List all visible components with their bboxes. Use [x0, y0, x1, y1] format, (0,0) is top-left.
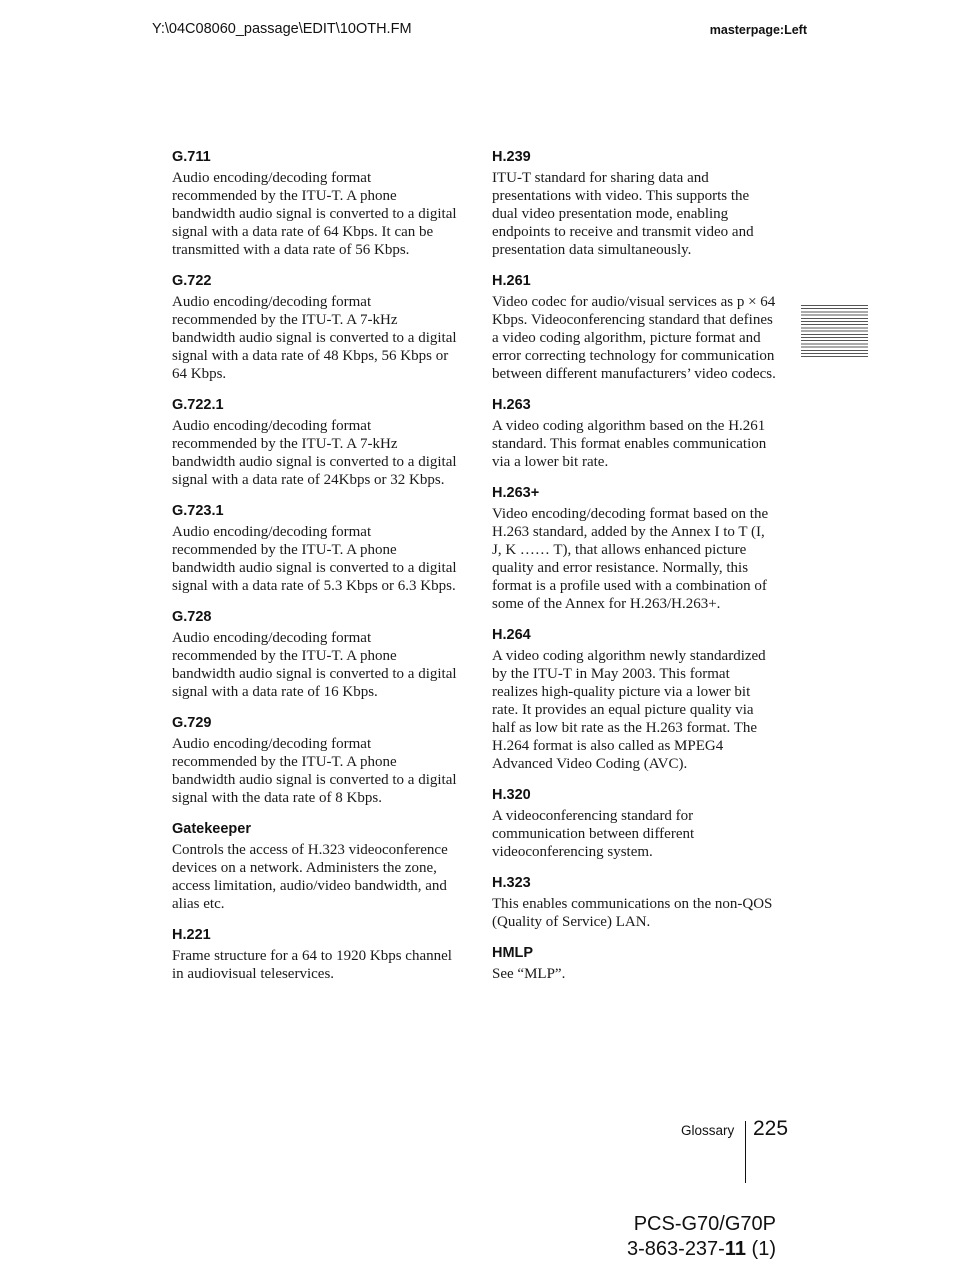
glossary-term: G.711 [172, 149, 211, 165]
glossary-term: G.729 [172, 715, 212, 731]
header-masterpage: masterpage:Left [709, 23, 807, 37]
glossary-left-column [172, 148, 458, 996]
glossary-right-column [492, 148, 778, 996]
glossary-entry [172, 608, 458, 701]
glossary-entry [172, 502, 458, 595]
glossary-definition: Video encoding/decoding format based on the H.263 standard, added by the Annex I to T (I, J, K …… T), that allows enhanced picture quality and error resistance. Normally, this format is a profile used with a combination of some of the Annex for H.263/H.263+. [492, 506, 769, 612]
glossary-entry [492, 944, 778, 983]
glossary-entry [492, 148, 778, 259]
glossary-definition: Audio encoding/decoding format recommended by the ITU-T. A 7-kHz bandwidth audio signal is converted to a digital signal with a data rate of 48 Kbps, 56 Kbps or 64 Kbps. [172, 294, 457, 382]
glossary-entry [172, 714, 458, 807]
glossary-definition: Audio encoding/decoding format recommended by the ITU-T. A phone bandwidth audio signal is converted to a digital signal with the data rate of 8 Kbps. [172, 736, 457, 806]
part-number-suffix: (1) [746, 1238, 776, 1260]
glossary-definition: A video coding algorithm newly standardized by the ITU-T in May 2003. This format realizes high-quality picture via a lower bit rate. It provides an equal picture quality via half as low bit rate as the H.263 format. The H.264 format is also called as MPEG4 Advanced Video Coding (AVC). [492, 648, 766, 772]
header-file-path: Y:\04C08060_passage\EDIT\10OTH.FM [152, 21, 412, 37]
glossary-entry [492, 626, 778, 773]
glossary-definition: Video codec for audio/visual services as p × 64 Kbps. Videoconferencing standard that defines a video coding algorithm, picture format and error correcting technology for communication between different manufacturers’ video codecs. [492, 294, 776, 382]
glossary-entry [172, 926, 458, 983]
glossary-entry [172, 820, 458, 913]
part-number-bold: 11 [724, 1238, 746, 1260]
model-info [627, 1212, 776, 1262]
glossary-entry [172, 396, 458, 489]
glossary-term: G.728 [172, 609, 212, 625]
glossary-entry [492, 272, 778, 383]
glossary-definition: See “MLP”. [492, 966, 566, 982]
glossary-definition: Audio encoding/decoding format recommended by the ITU-T. A phone bandwidth audio signal is converted to a digital signal with a data rate of 64 Kbps. It can be transmitted with a data rate of 56 Kbps. [172, 170, 457, 258]
section-thumb-tab [801, 305, 868, 357]
glossary-definition: A video coding algorithm based on the H.261 standard. This format enables communication via a lower bit rate. [492, 418, 767, 470]
glossary-term: H.239 [492, 149, 531, 165]
page-number: 225 [753, 1117, 789, 1140]
glossary-term: G.722.1 [172, 397, 224, 413]
glossary-definition: Audio encoding/decoding format recommended by the ITU-T. A phone bandwidth audio signal is converted to a digital signal with a data rate of 16 Kbps. [172, 630, 457, 700]
glossary-entry [492, 874, 778, 931]
glossary-term: H.320 [492, 787, 531, 803]
glossary-definition: ITU-T standard for sharing data and presentations with video. This supports the dual video presentation mode, enabling endpoints to receive and transmit video and presentation data simultaneously. [492, 170, 754, 258]
glossary-term: G.723.1 [172, 503, 224, 519]
glossary-definition: Controls the access of H.323 videoconference devices on a network. Administers the zone, access limitation, audio/video bandwidth, and alias etc. [172, 842, 448, 912]
glossary-term: H.323 [492, 875, 531, 891]
glossary-entry [172, 148, 458, 259]
glossary-entry [172, 272, 458, 383]
glossary-entry [492, 396, 778, 471]
glossary-definition: This enables communications on the non-QOS (Quality of Service) LAN. [492, 896, 773, 930]
glossary-entry [492, 786, 778, 861]
glossary-term: G.722 [172, 273, 212, 289]
glossary-entry [492, 484, 778, 613]
part-number [627, 1237, 776, 1262]
glossary-term: H.264 [492, 627, 531, 643]
footer-section-label: Glossary [681, 1123, 735, 1138]
glossary-term: H.261 [492, 273, 531, 289]
glossary-definition: Audio encoding/decoding format recommended by the ITU-T. A phone bandwidth audio signal is converted to a digital signal with a data rate of 5.3 Kbps or 6.3 Kbps. [172, 524, 457, 594]
part-number-prefix: 3-863-237- [627, 1238, 725, 1260]
footer-divider [745, 1121, 746, 1183]
glossary-term: H.263+ [492, 485, 540, 501]
glossary-term: HMLP [492, 945, 534, 961]
glossary-definition: Frame structure for a 64 to 1920 Kbps channel in audiovisual teleservices. [172, 948, 452, 982]
glossary-term: Gatekeeper [172, 821, 251, 837]
glossary-term: H.221 [172, 927, 211, 943]
glossary-definition: A videoconferencing standard for communication between different videoconferencing system. [492, 808, 695, 860]
glossary-definition: Audio encoding/decoding format recommended by the ITU-T. A 7-kHz bandwidth audio signal is converted to a digital signal with a data rate of 24Kbps or 32 Kbps. [172, 418, 457, 488]
glossary-term: H.263 [492, 397, 531, 413]
model-line: PCS-G70/G70P [633, 1213, 776, 1235]
